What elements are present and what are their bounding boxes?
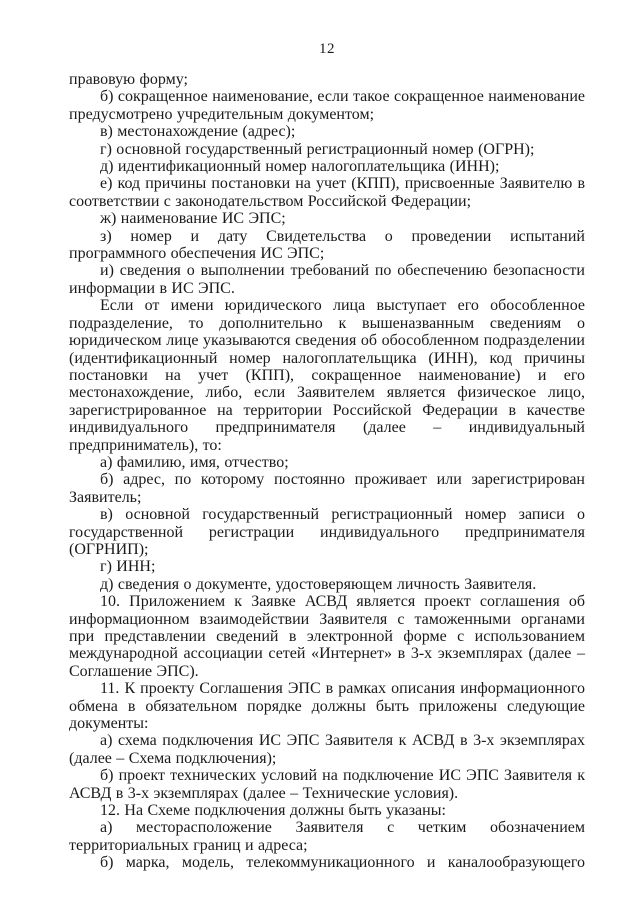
paragraph: з) номер и дату Свидетельства о проведении испытаний программного обеспечения ИС ЭПС; <box>69 227 585 263</box>
paragraph: д) сведения о документе, удостоверяющем личность Заявителя. <box>100 575 537 593</box>
paragraph: а) месторасположение Заявителя с четким обозначением территориальных границ и адреса; <box>69 819 585 854</box>
paragraph: г) ИНН; <box>100 558 156 576</box>
document-body <box>69 71 585 872</box>
paragraph: ж) наименование ИС ЭПС; <box>100 210 286 228</box>
paragraph: б) марка, модель, телекоммуникационного и каналообразующего <box>100 854 585 872</box>
page-number: 12 <box>319 41 335 57</box>
paragraph: и) сведения о выполнении требований по обеспечению безопасности информации в ИС ЭПС. <box>69 262 585 297</box>
paragraph: а) схема подключения ИС ЭПС Заявителя к АСВД в 3-х экземплярах (далее – Схема подключения); <box>69 732 585 767</box>
paragraph: в) местонахождение (адрес); <box>100 123 296 141</box>
paragraph: Если от имени юридического лица выступает его обособленное подразделение, то дополнительно к вышеназванным сведениям о юридическом лице указываются сведения об обособленном подразделении (идентификационный номер налогоплательщика (ИНН), код причины постановки на учет (КПП), сокращенное наименование) и его местонахождение, либо, если Заявителем является физическое лицо, зарегистрированное на территории Российской Федерации в качестве индивидуального предпринимателя (далее – индивидуальный предприниматель), то: <box>69 297 585 454</box>
paragraph: 11. К проекту Соглашения ЭПС в рамках описания информационного обмена в обязательном порядке должны быть приложены следующие документы: <box>69 680 585 733</box>
paragraph: б) проект технических условий на подключение ИС ЭПС Заявителя к АСВД в 3-х экземплярах (далее – Технические условия). <box>69 767 585 802</box>
paragraph: б) адрес, по которому постоянно проживает или зарегистрирован Заявитель; <box>69 471 585 506</box>
paragraph: б) сокращенное наименование, если такое сокращенное наименование предусмотрено учредительным документом; <box>69 88 585 123</box>
paragraph: е) код причины постановки на учет (КПП), присвоенные Заявителю в соответствии с законодательством Российской Федерации; <box>69 175 585 210</box>
paragraph: правовую форму; <box>69 71 188 88</box>
paragraph: 10. Приложением к Заявке АСВД является проект соглашения об информационном взаимодействии Заявителя с таможенными органами при представлении сведений в электронной форме с использованием международной ассоциации сетей «Интернет» в 3-х экземплярах (далее – Соглашение ЭПС). <box>69 593 585 680</box>
paragraph: в) основной государственный регистрационный номер записи о государственной регистрации индивидуального предпринимателя (ОГРНИП); <box>69 506 585 558</box>
paragraph: г) основной государственный регистрационный номер (ОГРН); <box>100 140 535 158</box>
paragraph: 12. На Схеме подключения должны быть указаны: <box>100 802 446 820</box>
paragraph: а) фамилию, имя, отчество; <box>100 453 289 471</box>
paragraph: д) идентификационный номер налогоплательщика (ИНН); <box>100 158 500 176</box>
